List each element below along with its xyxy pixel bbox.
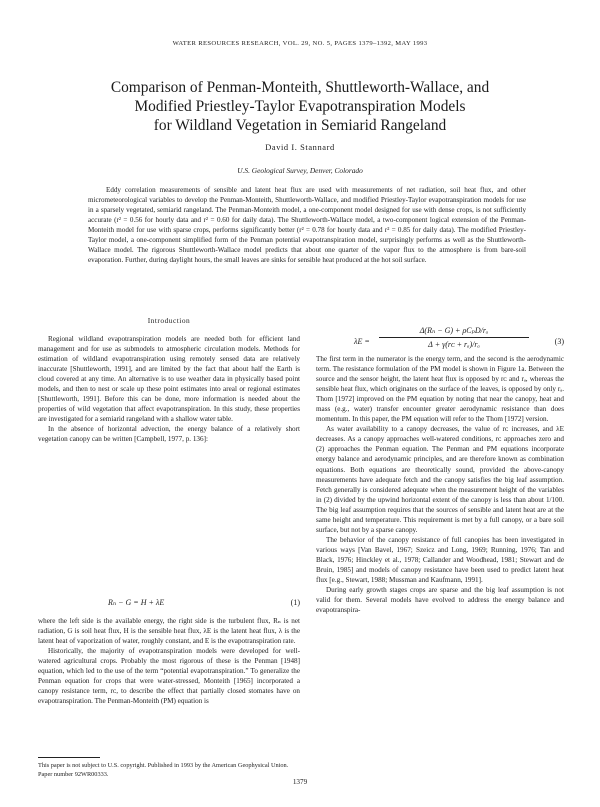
intro-column-bottom bbox=[38, 616, 300, 706]
intro-paragraph-2: In the absence of horizontal advection, the energy balance of a relatively short vegetation canopy can be written [Campbell, 1977, p. 136]: bbox=[38, 425, 300, 444]
author-affiliation: U.S. Geological Survey, Denver, Colorado bbox=[237, 166, 363, 175]
footnote-rule bbox=[38, 757, 100, 758]
right-paragraph-1: The first term in the numerator is the energy term, and the second is the aerodynamic term. The resistance formulation of the PM model is shown in Figure 1a. Between the source and the sensor height, the latent heat flux is opposed by rᴄ and rₐ, whereas the sensible heat flux, which originates on the surface of the leaves, is opposed by only rₐ. Thom [1972] improved on the PM equation by noting that near the canopy, heat and mass (e.g., water) transfer encounter greater aerodynamic resistance than does momentum. In this paper, the PM equation will refer to the Thom [1972] version. bbox=[316, 355, 564, 424]
title-line-2: Modified Priestley-Taylor Evapotranspiration Models bbox=[134, 98, 466, 115]
equation-3-denominator: Δ + γ(rᴄ + rₐ)/rₐ bbox=[428, 340, 480, 349]
right-column bbox=[316, 354, 564, 615]
intro-paragraph-4: Historically, the majority of evapotranspiration models were developed for well-watered agricultural crops. Probably the most rigorous of these is the Penman [1948] equation, which led to the use of the term “potential evapotranspiration.” To generalize the Penman equation for crops that were water-stressed, Monteith [1965] incorporated a canopy resistance term, rᴄ, to describe the effect that partially closed stomates have on evapotranspiration. The Penman-Monteith (PM) equation is bbox=[38, 647, 300, 706]
journal-header: WATER RESOURCES RESEARCH, VOL. 29, NO. 5, PAGES 1379–1392, MAY 1993 bbox=[172, 40, 428, 47]
equation-3-lhs: λE = bbox=[354, 337, 370, 346]
footnote bbox=[38, 757, 300, 779]
title-line-3: for Wildland Vegetation in Semiarid Rangeland bbox=[153, 117, 447, 134]
equation-3-fraction bbox=[379, 326, 529, 349]
right-paragraph-4: During early growth stages crops are sparse and the big leaf assumption is not valid for them. Several models have evolved to address the energy balance and evapotranspira- bbox=[316, 586, 564, 615]
abstract bbox=[88, 185, 526, 265]
title-line-1: Comparison of Penman-Monteith, Shuttleworth-Wallace, and bbox=[110, 79, 490, 96]
paper-title bbox=[40, 78, 560, 135]
intro-column-top bbox=[38, 334, 300, 445]
page-number: 1379 bbox=[292, 778, 308, 786]
right-paragraph-3: The behavior of the canopy resistance of full canopies has been investigated in various ways [Van Bavel, 1967; Szeicz and Long, 1969; Running, 1976; Tan and Black, 1976; Hinckley et al., 1978; Callander and Woodhead, 1981; Stewart and de Bruin, 1985] and models of canopy resistance have been used to predict latent heat flux [e.g., Stewart, 1988; Mussman and Kaufmann, 1991]. bbox=[316, 535, 564, 585]
footnote-copyright: This paper is not subject to U.S. copyright. Published in 1993 by the American Geophysical Union. bbox=[38, 762, 289, 769]
footnote-paper-number: Paper number 92WR00333. bbox=[38, 771, 109, 778]
section-heading-introduction: Introduction bbox=[147, 316, 191, 325]
right-paragraph-2: As water availability to a canopy decreases, the value of rᴄ increases, and λE decreases. As a canopy approaches well-watered conditions, rᴄ approaches zero and (2) approaches the Penman equation. The Penman and PM equations incorporate energy balance and aerodynamic principles, and are therefore known as combination equations. Both equations are theoretically sound, provided the above-canopy measurements have adequate fetch and the canopy satisfies the big leaf assumption. Fetch generally is considered adequate when the measurement height of the variables in (2) divided by the upwind horizontal extent of the canopy is less than about 1/100. The big leaf assumption requires that the sources of sensible and latent heat are at the same height and temperature. This requirement is met by a full canopy, or a bare soil surface, but not by a sparse canopy. bbox=[316, 425, 564, 534]
author-name: David I. Stannard bbox=[265, 143, 335, 152]
intro-paragraph-3: where the left side is the available energy, the right side is the turbulent flux, Rₙ is net radiation, G is soil heat flux, H is the sensible heat flux, λE is the latent heat flux, λ is the latent heat of vaporization of water, roughly constant, and E is the evapotranspiration rate. bbox=[38, 617, 300, 646]
equation-1-body: Rₙ − G = H + λE bbox=[108, 598, 165, 607]
equation-3-numerator: Δ(Rₙ − G) + ρCₚD/rₐ bbox=[379, 326, 529, 338]
intro-paragraph-1: Regional wildland evapotranspiration models are needed both for efficient land management and for use as submodels to atmospheric circulation models. Methods for estimation of wildland evapotranspiration using remotely sensed data are relatively inaccurate [Shuttleworth, 1991], and are limited by the fact that about half the Earth is cloud covered at any time. An alternative is to use weather data in physically based point models, and then to nest or scale up these point estimates into areal or regional estimates [Shuttleworth, 1991]. Before this can be done, more information is needed about the properties of wild vegetation that affect evapotranspiration. In this study, these properties are investigated for a semiarid rangeland with a shallow water table. bbox=[38, 335, 300, 424]
equation-3-number: (3) bbox=[554, 337, 564, 346]
equation-1-number: (1) bbox=[290, 598, 300, 607]
abstract-text: Eddy correlation measurements of sensible and latent heat flux are used with measurements of net radiation, soil heat flux, and other micrometeorological variables to develop the Penman-Monteith, Shuttleworth-Wallace, and modified Priestley-Taylor evapotranspiration models for use in a sparsely vegetated, semiarid rangeland. The Penman-Monteith model, a one-component model designed for use with dense crops, is not sufficiently accurate (r² = 0.56 for hourly data and r² = 0.60 for daily data). The Shuttleworth-Wallace model, a two-component logical extension of the Penman-Monteith model for use with sparse crops, performs significantly better (r² = 0.78 for hourly data and r² = 0.85 for daily data). The modified Priestley-Taylor model, a one-component simplified form of the Penman potential evapotranspiration model, surprisingly performs as well as the Shuttleworth-Wallace model. The rigorous Shuttleworth-Wallace model predicts that about one quarter of the vapor flux to the atmosphere is from bare-soil evaporation. Further, during daylight hours, the small leaves are sinks for sensible heat produced at the hot soil surface. bbox=[88, 186, 526, 264]
